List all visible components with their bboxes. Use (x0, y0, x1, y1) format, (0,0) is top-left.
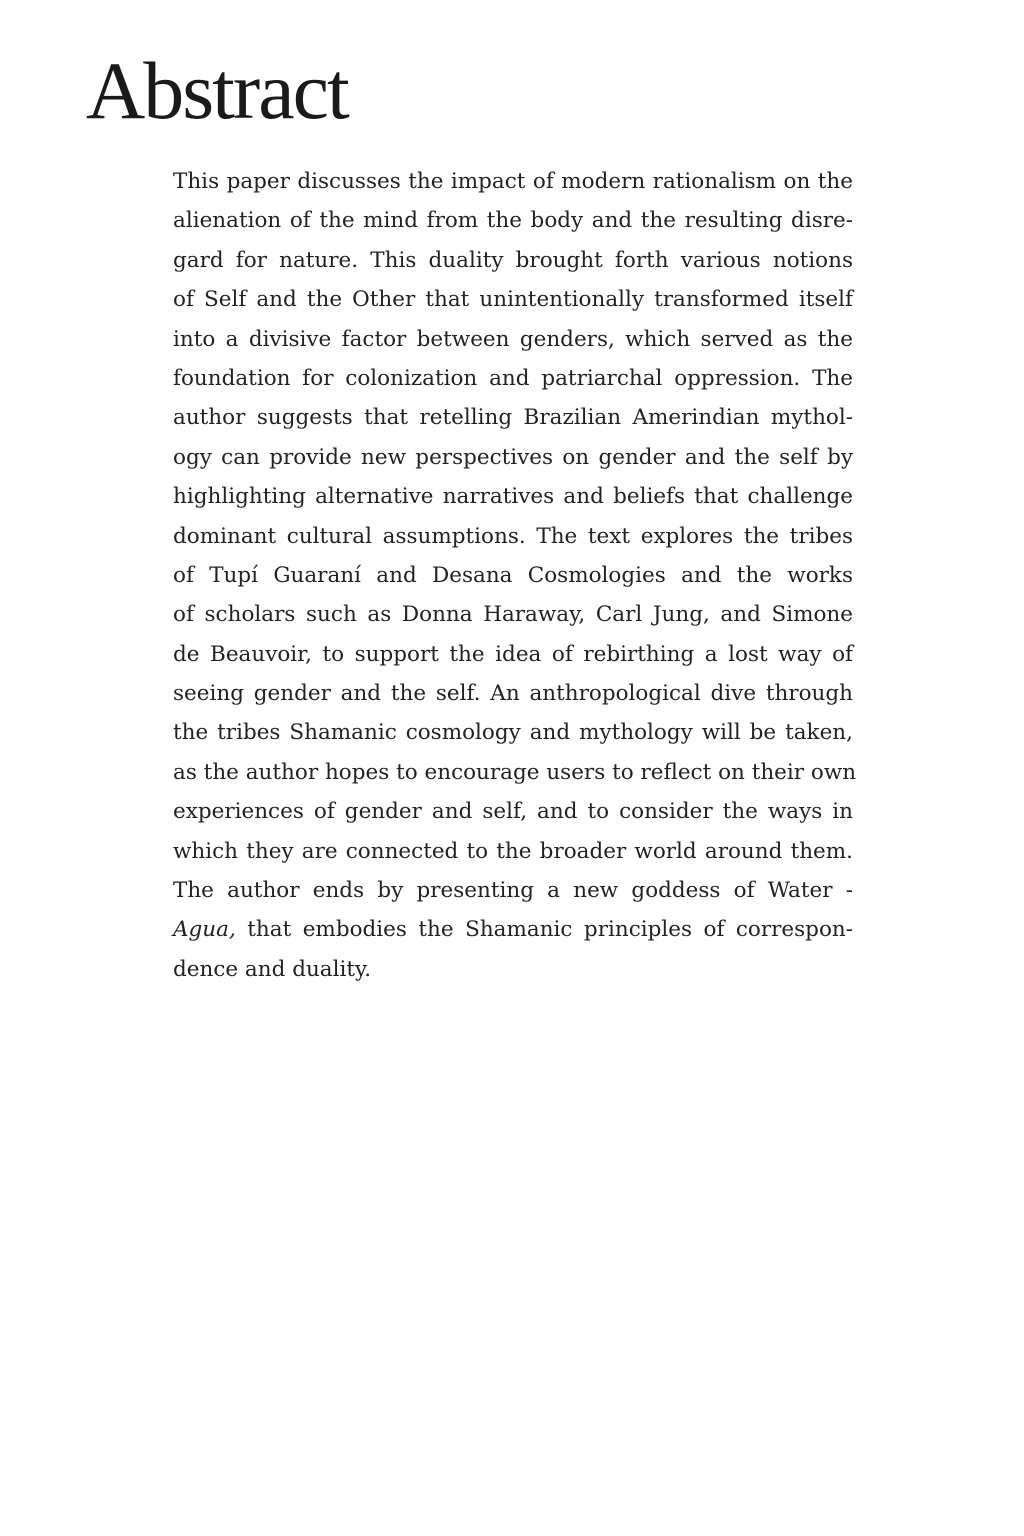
goddess-name: Agua, (173, 917, 236, 943)
abstract-line: This paper discusses the impact of modern rationalism on the (173, 169, 853, 194)
page-title: Abstract (86, 45, 348, 136)
abstract-line (173, 910, 853, 949)
abstract-line: dominant cultural assumptions. The text explores the tribes (173, 523, 853, 549)
abstract-line: foundation for colonization and patriarchal oppression. The (173, 365, 853, 391)
abstract-line: gard for nature. This duality brought forth various notions (173, 247, 853, 273)
abstract-line: the tribes Shamanic cosmology and mythology will be taken, (173, 720, 853, 746)
abstract-line: de Beauvoir, to support the idea of rebirthing a lost way of (173, 641, 853, 667)
abstract-line: into a divisive factor between genders, which served as the (173, 326, 853, 352)
abstract-line: of Self and the Other that unintentionally transformed itself (173, 287, 853, 313)
abstract-line: of Tupí Guaraní and Desana Cosmologies and the works (173, 562, 853, 588)
abstract-line: alienation of the mind from the body and the resulting disre- (173, 208, 853, 234)
abstract-line: seeing gender and the self. An anthropological dive through (173, 681, 853, 707)
abstract-line-continuation: that embodies the Shamanic principles of correspon- (235, 917, 853, 943)
abstract-line: as the author hopes to encourage users to reflect on their own (173, 759, 857, 785)
abstract-line: dence and duality. (173, 956, 372, 982)
abstract-line: which they are connected to the broader world around them. (173, 838, 853, 864)
abstract-line: ogy can provide new perspectives on gender and the self by (173, 444, 853, 470)
abstract-line: highlighting alternative narratives and beliefs that challenge (173, 484, 853, 510)
abstract-body (173, 162, 857, 989)
abstract-line: of scholars such as Donna Haraway, Carl Jung, and Simone (173, 602, 853, 628)
abstract-line: author suggests that retelling Brazilian Amerindian mythol- (173, 405, 853, 431)
abstract-line: experiences of gender and self, and to consider the ways in (173, 799, 853, 825)
abstract-line: The author ends by presenting a new goddess of Water - (173, 878, 853, 904)
